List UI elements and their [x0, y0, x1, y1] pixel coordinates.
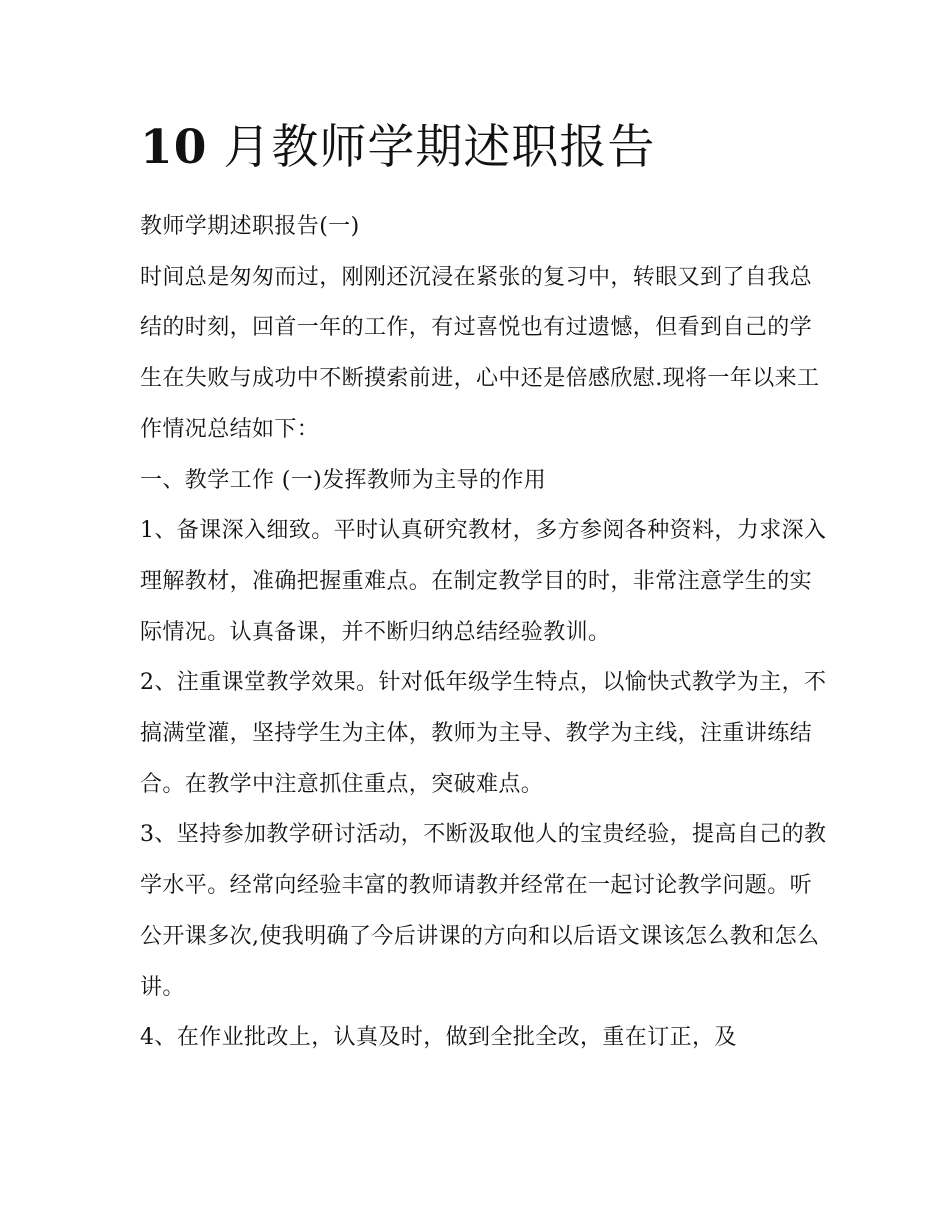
document-body — [140, 202, 830, 1064]
intro-paragraph: 时间总是匆匆而过，刚刚还沉浸在紧张的复习中，转眼又到了自我总结的时刻，回首一年的工作，有过喜悦也有过遗憾，但看到自己的学生在失败与成功中不断摸索前进，心中还是倍感欣慰.现将一年以来工作情况总结如下： — [140, 264, 820, 442]
document-title — [140, 118, 830, 178]
title-number: 10 — [140, 120, 208, 175]
item-paragraph-4: 4、在作业批改上，认真及时，做到全批全改，重在订正，及 — [140, 1025, 737, 1051]
section-heading: 教师学期述职报告(一) — [140, 214, 360, 239]
item-paragraph-3: 3、坚持参加教学研讨活动，不断汲取他人的宝贵经验，提高自己的教学水平。经常向经验丰富的教师请教并经常在一起讨论教学问题。听公开课多次,使我明确了今后讲课的方向和以后语文课该怎么教和怎么讲。 — [140, 822, 827, 1000]
title-text: 月教师学期述职报告 — [207, 120, 656, 175]
document-content — [140, 118, 830, 1064]
item-paragraph-1: 1、备课深入细致。平时认真研究教材，多方参阅各种资料，力求深入理解教材，准确把握重难点。在制定教学目的时，非常注意学生的实际情况。认真备课，并不断归纳总结经验教训。 — [140, 518, 827, 645]
item-paragraph-2: 2、注重课堂教学效果。针对低年级学生特点，以愉快式教学为主，不搞满堂灌，坚持学生为主体，教师为主导、教学为主线，注重讲练结合。在教学中注意抓住重点，突破难点。 — [140, 670, 827, 797]
part-heading: 一、教学工作 (一)发挥教师为主导的作用 — [140, 467, 547, 493]
